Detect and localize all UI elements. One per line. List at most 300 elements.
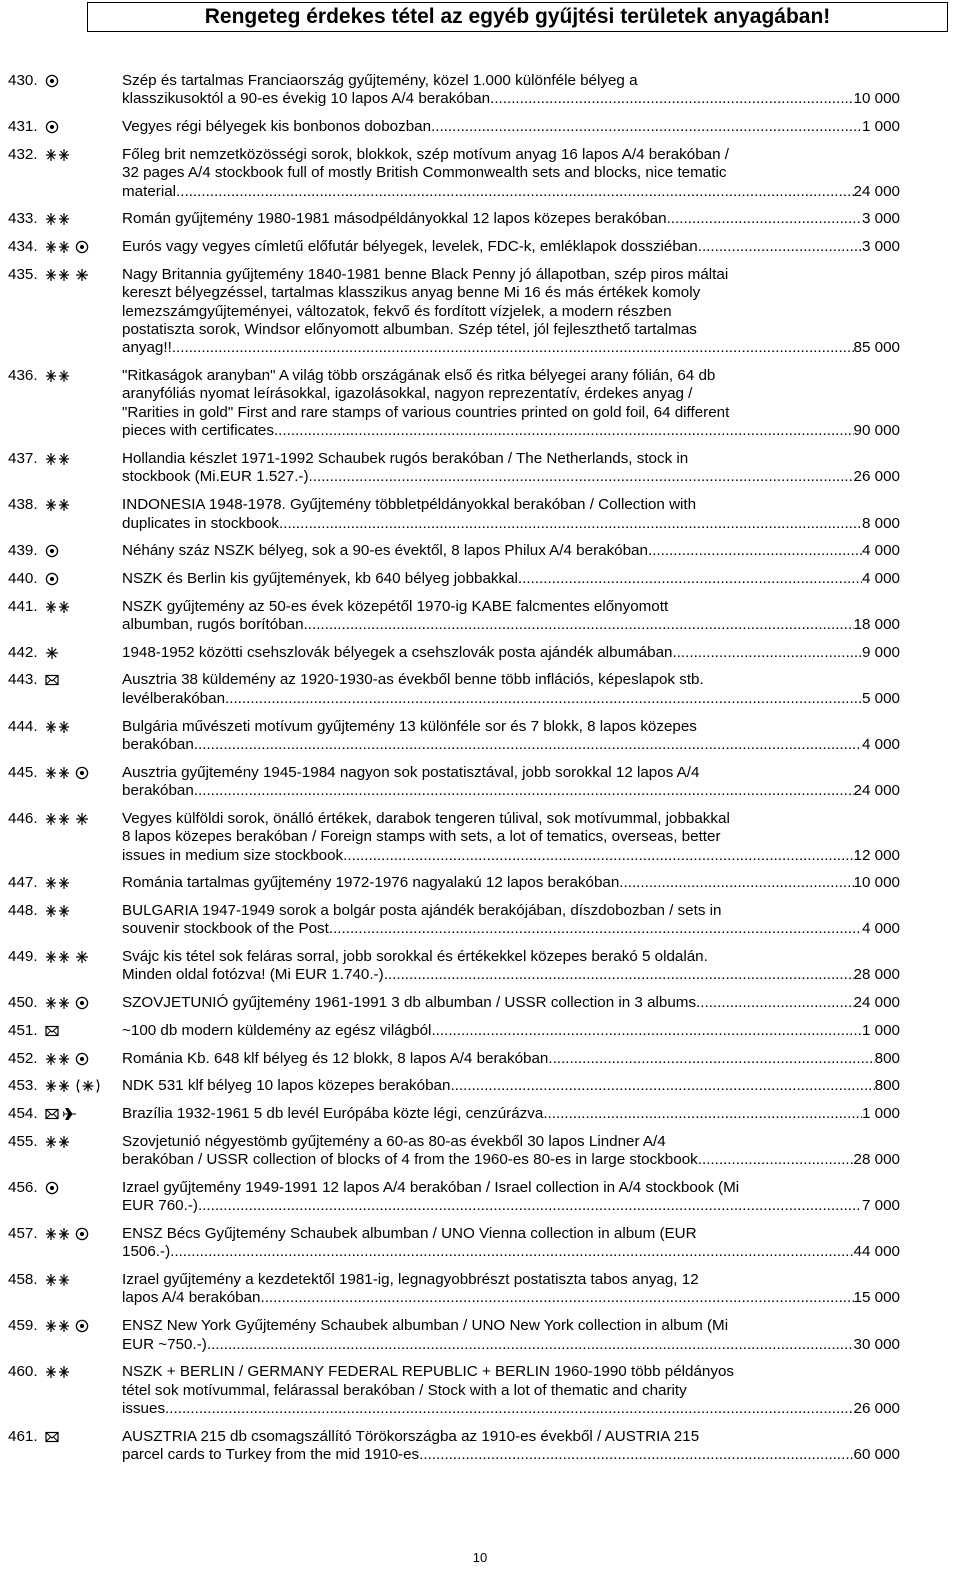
used-stamp-icon — [45, 544, 59, 558]
mnh-icon — [45, 1365, 71, 1379]
condition-marks — [45, 1226, 89, 1242]
lot-item — [8, 367, 900, 441]
condition-marks — [45, 1272, 71, 1288]
description-line: Bulgária művészeti motívum gyűjtemény 13 különféle sor és 7 blokk, 8 lapos közepes — [122, 717, 697, 735]
lot-price: 24 000 — [853, 182, 900, 200]
description-line: 32 pages A/4 stockbook full of mostly British Commonwealth sets and blocks, nice tematic — [122, 164, 727, 182]
lot-list — [8, 72, 900, 1474]
description-text: NDK 531 klf bélyeg 10 lapos közepes berakóban — [122, 1077, 451, 1095]
lot-number: 431. — [8, 118, 38, 136]
lot-item — [8, 1077, 900, 1095]
description-last-line — [122, 736, 900, 754]
lot-number: 451. — [8, 1021, 38, 1039]
condition-marks — [45, 1180, 59, 1196]
dot-leader — [648, 542, 862, 560]
lot-price: 60 000 — [853, 1446, 900, 1464]
lot-number: 447. — [8, 874, 38, 892]
lot-number: 445. — [8, 763, 38, 781]
lot-item — [8, 210, 900, 228]
lot-item — [8, 1022, 900, 1040]
lot-number: 461. — [8, 1427, 38, 1445]
lot-number: 439. — [8, 542, 38, 560]
lot-item — [8, 1050, 900, 1068]
lot-item — [8, 1271, 900, 1308]
cover-envelope-icon — [45, 1107, 59, 1121]
lot-description — [122, 1077, 900, 1095]
description-last-line — [122, 1050, 900, 1068]
lot-price: 4 000 — [861, 569, 900, 587]
description-text: Eurós vagy vegyes címletű előfutár bélyegek, levelek, FDC-k, emléklapok dossziéban — [122, 238, 698, 256]
condition-marks — [45, 239, 89, 255]
mnh-icon — [45, 766, 71, 780]
dot-leader — [194, 736, 862, 754]
dot-leader — [698, 1151, 854, 1169]
lot-description — [122, 1133, 900, 1170]
description-last-line — [122, 994, 900, 1012]
cover-envelope-icon — [45, 673, 59, 687]
lot-number: 435. — [8, 265, 38, 283]
lot-item — [8, 948, 900, 985]
description-text: berakóban — [122, 735, 194, 753]
lot-item — [8, 1363, 900, 1418]
lot-number: 454. — [8, 1105, 38, 1122]
description-text: issues in medium size stockbook — [122, 846, 344, 864]
lot-item — [8, 542, 900, 560]
lot-price: 1 000 — [861, 1021, 900, 1039]
lot-price: 3 000 — [861, 238, 900, 256]
description-line: NSZK gyűjtemény az 50-es évek közepétől 1970-ig KABE falcmentes előnyomott — [122, 597, 669, 615]
lot-item — [8, 644, 900, 662]
mnh-icon — [45, 904, 71, 918]
condition-marks — [45, 497, 71, 513]
condition-marks — [45, 1318, 89, 1334]
lot-description — [122, 1105, 900, 1123]
lot-description — [122, 1050, 900, 1068]
lot-number: 430. — [8, 72, 38, 89]
dot-leader — [431, 1022, 862, 1040]
lot-description — [122, 570, 900, 588]
lot-number: 453. — [8, 1077, 38, 1095]
lot-description — [122, 874, 900, 892]
mnh-icon — [45, 1079, 71, 1093]
description-line: "Ritkaságok aranyban" A világ több országának első és ritka bélyegei arany fólián, 64 db — [122, 367, 716, 385]
dot-leader — [198, 1197, 862, 1215]
condition-marks — [45, 1078, 101, 1094]
used-stamp-icon — [75, 996, 89, 1010]
lot-price: 18 000 — [853, 616, 900, 634]
lot-description — [122, 72, 900, 109]
lot-price: 800 — [874, 1077, 900, 1095]
description-line: Nagy Britannia gyűjtemény 1840-1981 benne Black Penny jó állapotban, szép piros máltai — [122, 265, 729, 283]
description-line: Hollandia készlet 1971-1992 Schaubek rugós berakóban / The Netherlands, stock in — [122, 449, 689, 467]
mnh-icon — [45, 452, 71, 466]
lot-item — [8, 570, 900, 588]
lot-description — [122, 902, 900, 939]
used-stamp-icon — [45, 572, 59, 586]
lot-description — [122, 1179, 900, 1216]
mnh-icon — [45, 498, 71, 512]
description-line: 8 lapos közepes berakóban / Foreign stamps with sets, a lot of tematics, overseas, better — [122, 828, 721, 846]
mnh-icon — [45, 1273, 71, 1287]
lot-price: 44 000 — [853, 1243, 900, 1261]
mh-parenthesized-icon — [75, 1079, 101, 1093]
used-stamp-icon — [75, 1227, 89, 1241]
lot-item — [8, 994, 900, 1012]
used-stamp-icon — [75, 240, 89, 254]
lot-price: 800 — [874, 1049, 900, 1067]
description-text: Román gyűjtemény 1980-1981 másodpéldányokkal 12 lapos közepes berakóban — [122, 210, 667, 228]
lot-number: 446. — [8, 809, 38, 827]
airmail-plane-icon — [63, 1107, 77, 1121]
description-line: aranyfóliás nyomat leírásokkal, igazolásokkal, nagyon reprezentatív, érdekes anyag / — [122, 385, 693, 403]
dot-leader — [207, 1336, 854, 1354]
condition-marks — [45, 811, 89, 827]
lot-number: 441. — [8, 597, 38, 615]
description-last-line — [122, 644, 900, 662]
description-line: Svájc kis tétel sok feláras sorral, jobb sorokkal és értékekkel közepes berakó 5 oldalán. — [122, 948, 708, 966]
lot-number: 440. — [8, 569, 38, 587]
lot-item — [8, 718, 900, 755]
lot-price: 4 000 — [861, 920, 900, 938]
description-line: ENSZ New York Gyűjtemény Schaubek albumban / UNO New York collection in album (Mi — [122, 1317, 729, 1335]
condition-marks — [45, 1106, 77, 1122]
description-text: klasszikusoktól a 90-es évekig 10 lapos A/4 berakóban — [122, 90, 491, 108]
dot-leader — [672, 644, 862, 662]
description-text: Vegyes régi bélyegek kis bonbonos dobozban — [122, 118, 432, 136]
lot-number: 432. — [8, 145, 38, 163]
description-last-line — [122, 468, 900, 486]
lot-description — [122, 1363, 900, 1418]
lot-description — [122, 367, 900, 441]
description-text: material — [122, 182, 177, 200]
description-line: Vegyes külföldi sorok, önálló értékek, darabok tengeren túlival, sok motívummal, jobbakkal — [122, 809, 730, 827]
mh-icon — [45, 646, 59, 660]
mh-icon — [75, 812, 89, 826]
condition-marks — [45, 1364, 71, 1380]
dot-leader — [260, 1289, 853, 1307]
lot-price: 7 000 — [861, 1197, 900, 1215]
lot-item — [8, 810, 900, 865]
description-text: anyag!! — [122, 339, 172, 357]
lot-number: 458. — [8, 1271, 38, 1289]
condition-marks — [45, 875, 71, 891]
dot-leader — [450, 1077, 874, 1095]
mnh-icon — [45, 876, 71, 890]
lot-item — [8, 902, 900, 939]
dot-leader — [698, 238, 862, 256]
description-line: postatiszta sorok, Windsor előnyomott albumban. Szép tétel, jól fejleszthető tartalmas — [122, 320, 697, 338]
condition-marks — [45, 1429, 59, 1445]
lot-item — [8, 118, 900, 136]
mnh-icon — [45, 600, 71, 614]
lot-description — [122, 266, 900, 358]
lot-item — [8, 874, 900, 892]
description-text: duplicates in stockbook — [122, 514, 280, 532]
cover-envelope-icon — [45, 1024, 59, 1038]
condition-marks — [45, 571, 59, 587]
dot-leader — [431, 118, 862, 136]
lot-description — [122, 1225, 900, 1262]
lot-price: 1 000 — [861, 118, 900, 136]
mnh-icon — [45, 1319, 71, 1333]
lot-price: 10 000 — [853, 90, 900, 108]
lot-item — [8, 450, 900, 487]
lot-number: 434. — [8, 238, 38, 256]
condition-marks — [45, 1051, 89, 1067]
lot-price: 3 000 — [861, 210, 900, 228]
dot-leader — [194, 782, 854, 800]
description-line: INDONESIA 1948-1978. Gyűjtemény többletpéldányokkal berakóban / Collection with — [122, 496, 697, 514]
lot-number: 460. — [8, 1363, 38, 1381]
used-stamp-icon — [45, 1181, 59, 1195]
condition-marks — [45, 903, 71, 919]
description-line: lemezszámgyűjteményei, változatok, fekvő és fordított vízjelek, a modern részben — [122, 302, 672, 320]
description-last-line — [122, 616, 900, 634]
lot-number: 450. — [8, 994, 38, 1012]
lot-description — [122, 598, 900, 635]
condition-marks — [45, 147, 71, 163]
lot-price: 10 000 — [853, 874, 900, 892]
dot-leader — [548, 1050, 874, 1068]
description-text: levélberakóban — [122, 689, 226, 707]
lot-number: 438. — [8, 496, 38, 514]
lot-description — [122, 238, 900, 256]
description-last-line — [122, 1077, 900, 1095]
condition-marks — [45, 995, 89, 1011]
lot-number: 455. — [8, 1132, 38, 1150]
description-text: EUR ~750.-) — [122, 1335, 207, 1353]
description-text: ~100 db modern küldemény az egész világból — [122, 1021, 432, 1039]
mnh-icon — [45, 212, 71, 226]
lot-number: 444. — [8, 717, 38, 735]
lot-description — [122, 948, 900, 985]
dot-leader — [419, 1446, 853, 1464]
condition-marks — [45, 1134, 71, 1150]
lot-price: 4 000 — [861, 542, 900, 560]
used-stamp-icon — [75, 1319, 89, 1333]
description-line: Ausztria 38 küldemény az 1920-1930-as évekből benne több inflációs, képeslapok stb. — [122, 671, 704, 689]
used-stamp-icon — [75, 766, 89, 780]
used-stamp-icon — [45, 120, 59, 134]
lot-item — [8, 238, 900, 256]
lot-description — [122, 1428, 900, 1465]
lot-number: 449. — [8, 948, 38, 966]
lot-number: 433. — [8, 210, 38, 228]
lot-description — [122, 994, 900, 1012]
description-last-line — [122, 422, 900, 440]
lot-item — [8, 1133, 900, 1170]
description-line: BULGARIA 1947-1949 sorok a bolgár posta ajándék berakójában, díszdobozban / sets in — [122, 901, 722, 919]
lot-item — [8, 1105, 900, 1123]
lot-price: 1 000 — [861, 1105, 900, 1122]
description-line: ENSZ Bécs Gyűjtemény Schaubek albumban / UNO Vienna collection in album (EUR — [122, 1224, 697, 1242]
lot-description — [122, 146, 900, 201]
lot-number: 443. — [8, 671, 38, 689]
lot-description — [122, 542, 900, 560]
page-title: Rengeteg érdekes tétel az egyéb gyűjtési területek anyagában! — [204, 5, 831, 28]
condition-marks — [45, 211, 71, 227]
lot-item — [8, 671, 900, 708]
dot-leader — [543, 1105, 862, 1123]
lot-price: 26 000 — [853, 468, 900, 486]
mnh-icon — [45, 240, 71, 254]
description-last-line — [122, 542, 900, 560]
lot-item — [8, 764, 900, 801]
lot-description — [122, 810, 900, 865]
lot-description — [122, 644, 900, 662]
description-last-line — [122, 966, 900, 984]
lot-item — [8, 598, 900, 635]
description-text: 1506.-) — [122, 1243, 171, 1261]
condition-marks — [45, 599, 71, 615]
lot-description — [122, 1271, 900, 1308]
lot-number: 436. — [8, 367, 38, 385]
description-last-line — [122, 1105, 900, 1123]
description-last-line — [122, 210, 900, 228]
description-last-line — [122, 118, 900, 136]
dot-leader — [384, 966, 854, 984]
condition-marks — [45, 645, 59, 661]
description-text: albumban, rugós borítóban — [122, 616, 304, 634]
description-line: NSZK + BERLIN / GERMANY FEDERAL REPUBLIC + BERLIN 1960-1990 több példányos — [122, 1363, 734, 1381]
mnh-icon — [45, 268, 71, 282]
condition-marks — [45, 119, 59, 135]
description-text: Románia tartalmas gyűjtemény 1972-1976 nagyalakú 12 lapos berakóban — [122, 874, 620, 892]
dot-leader — [169, 1400, 853, 1418]
dot-leader — [304, 616, 854, 634]
lot-price: 28 000 — [853, 966, 900, 984]
description-line: tétel sok motívummal, felárassal berakóban / Stock with a lot of thematic and charity — [122, 1381, 687, 1399]
lot-number: 459. — [8, 1317, 38, 1335]
page-header-box — [87, 2, 948, 32]
lot-item — [8, 1179, 900, 1216]
description-text: berakóban / USSR collection of blocks of 4 from the 1960-es 80-es in large stockbook — [122, 1151, 698, 1169]
description-text: Minden oldal fotózva! (Mi EUR 1.740.-) — [122, 966, 384, 984]
description-last-line — [122, 238, 900, 256]
lot-description — [122, 118, 900, 136]
lot-number: 437. — [8, 449, 38, 467]
mnh-icon — [45, 1135, 71, 1149]
lot-price: 85 000 — [853, 339, 900, 357]
description-text: lapos A/4 berakóban — [122, 1289, 261, 1307]
description-last-line — [122, 1289, 900, 1307]
lot-item — [8, 1225, 900, 1262]
description-text: issues. — [122, 1400, 170, 1418]
description-text: souvenir stockbook of the Post — [122, 920, 329, 938]
lot-description — [122, 671, 900, 708]
description-text: EUR 760.-) — [122, 1197, 198, 1215]
dot-leader — [329, 920, 862, 938]
mnh-icon — [45, 812, 71, 826]
lot-price: 30 000 — [853, 1335, 900, 1353]
lot-description — [122, 1022, 900, 1040]
mh-icon — [75, 950, 89, 964]
dot-leader — [176, 183, 854, 201]
lot-price: 12 000 — [853, 846, 900, 864]
lot-description — [122, 718, 900, 755]
description-text: parcel cards to Turkey from the mid 1910-es — [122, 1446, 420, 1464]
lot-number: 452. — [8, 1049, 38, 1067]
dot-leader — [172, 339, 854, 357]
condition-marks — [45, 267, 89, 283]
mnh-icon — [45, 1227, 71, 1241]
dot-leader — [225, 690, 862, 708]
description-text: NSZK és Berlin kis gyűjtemények, kb 640 bélyeg jobbakkal — [122, 569, 518, 587]
description-line: Izrael gyűjtemény 1949-1991 12 lapos A/4 berakóban / Israel collection in A/4 stockbook (Mi — [122, 1178, 740, 1196]
description-text: stockbook (Mi.EUR 1.527.-) — [122, 468, 309, 486]
dot-leader — [170, 1243, 853, 1261]
lot-price: 90 000 — [853, 422, 900, 440]
dot-leader — [518, 570, 862, 588]
description-last-line — [122, 874, 900, 892]
lot-price: 5 000 — [861, 689, 900, 707]
description-text: SZOVJETUNIÓ gyűjtemény 1961-1991 3 db albumban / USSR collection in 3 albums — [122, 994, 697, 1012]
lot-item — [8, 146, 900, 201]
lot-price: 26 000 — [853, 1400, 900, 1418]
lot-price: 9 000 — [861, 643, 900, 661]
lot-number: 448. — [8, 901, 38, 919]
description-last-line — [122, 515, 900, 533]
mh-icon — [75, 268, 89, 282]
description-last-line — [122, 1400, 900, 1418]
condition-marks — [45, 73, 59, 89]
description-last-line — [122, 1446, 900, 1464]
lot-price: 28 000 — [853, 1151, 900, 1169]
lot-price: 24 000 — [853, 782, 900, 800]
condition-marks — [45, 719, 71, 735]
description-last-line — [122, 920, 900, 938]
condition-marks — [45, 451, 71, 467]
description-last-line — [122, 690, 900, 708]
description-last-line — [122, 847, 900, 865]
description-last-line — [122, 1151, 900, 1169]
cover-envelope-icon — [45, 1430, 59, 1444]
lot-description — [122, 210, 900, 228]
dot-leader — [619, 874, 853, 892]
description-text: Brazília 1932-1961 5 db levél Európába közte légi, cenzúrázva — [122, 1105, 544, 1122]
mnh-icon — [45, 148, 71, 162]
description-last-line — [122, 183, 900, 201]
description-line: Főleg brit nemzetközösségi sorok, blokkok, szép motívum anyag 16 lapos A/4 berakóban / — [122, 145, 729, 163]
lot-price: 4 000 — [861, 735, 900, 753]
lot-description — [122, 496, 900, 533]
dot-leader — [343, 847, 853, 865]
description-line: Szovjetunió négyestömb gyűjtemény a 60-as 80-as évekből 30 lapos Lindner A/4 — [122, 1132, 666, 1150]
description-last-line — [122, 1243, 900, 1261]
lot-price: 8 000 — [861, 514, 900, 532]
condition-marks — [45, 765, 89, 781]
description-text: Románia Kb. 648 klf bélyeg és 12 blokk, 8 lapos A/4 berakóban — [122, 1049, 549, 1067]
lot-description — [122, 450, 900, 487]
page-number: 10 — [472, 1550, 488, 1565]
lot-price: 15 000 — [853, 1289, 900, 1307]
description-last-line — [122, 1336, 900, 1354]
description-last-line — [122, 90, 900, 108]
condition-marks — [45, 672, 59, 688]
lot-description — [122, 1317, 900, 1354]
description-line: kereszt bélyegzéssel, tartalmas klasszikus anyag benne Mi 16 és más értékek komoly — [122, 284, 701, 302]
lot-item — [8, 72, 900, 109]
lot-item — [8, 1428, 900, 1465]
lot-number: 457. — [8, 1224, 38, 1242]
description-last-line — [122, 570, 900, 588]
lot-item — [8, 496, 900, 533]
condition-marks — [45, 949, 89, 965]
lot-number: 442. — [8, 643, 38, 661]
dot-leader — [490, 90, 853, 108]
description-line: "Rarities in gold" First and rare stamps of various countries printed on gold foil, 64 different — [122, 403, 730, 421]
dot-leader — [274, 422, 854, 440]
